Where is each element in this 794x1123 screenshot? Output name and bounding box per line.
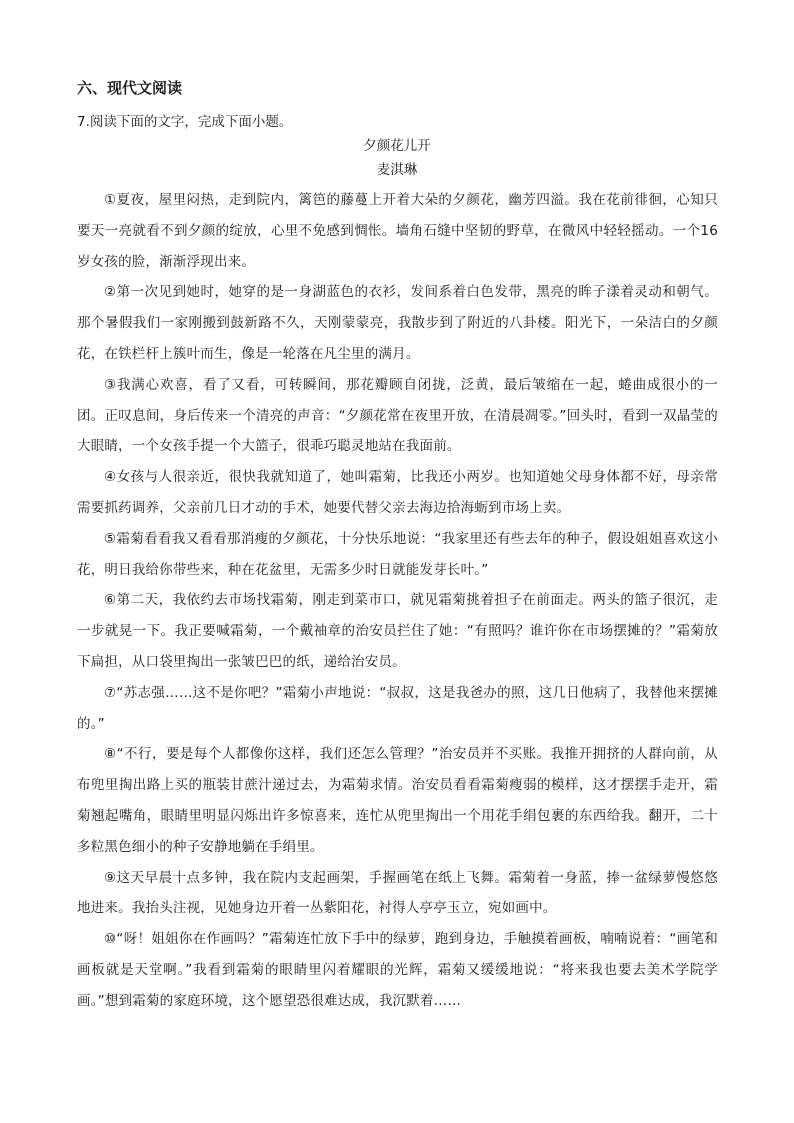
paragraph-6: ⑥第二天，我依约去市场找霜菊，刚走到菜市口，就见霜菊挑着担子在前面走。两头的篮子很沉，走一步就晃一下。我正要喊霜菊，一个戴袖章的治安员拦住了她：“有照吗？谁许你在市场摆摊的？”霜菊放下扁担，从口袋里掏出一张皱巴巴的纸，递给治安员。 — [77, 592, 718, 670]
section-title: 六、现代文阅读 — [77, 79, 183, 97]
article-body — [77, 185, 718, 1017]
paragraph-9: ⑨这天早晨十点多钟，我在院内支起画架，手握画笔在纸上飞舞。霜菊着一身蓝，捧一盆绿萝慢悠悠地进来。我抬头注视，见她身边开着一丛紫阳花，衬得人亭亭玉立，宛如画中。 — [77, 869, 718, 917]
paragraph-2: ②第一次见到她时，她穿的是一身湖蓝色的衣衫，发间系着白色发带，黑亮的眸子漾着灵动和朝气。那个暑假我们一家刚搬到鼓新路不久，天刚蒙蒙亮，我散步到了附近的八卦楼。阳光下，一朵洁白的夕颜花，在铁栏杆上簇叶而生，像是一轮落在凡尘里的满月。 — [77, 284, 718, 362]
paragraph-4: ④女孩与人很亲近，很快我就知道了，她叫霜菊，比我还小两岁。也知道她父母身体都不好，母亲常需要抓药调养，父亲前几日才动的手术，她要代替父亲去海边拾海蛎到市场上卖。 — [77, 469, 718, 516]
paragraph-10: ⑩“呀！姐姐你在作画吗？”霜菊连忙放下手中的绿萝，跑到身边，手触摸着画板，喃喃说着：“画笔和画板就是天堂啊。”我看到霜菊的眼睛里闪着耀眼的光辉，霜菊又缓缓地说：“将来我也要去美术学院学画。”想到霜菊的家庭环境，这个愿望恐很难达成，我沉默着…… — [77, 931, 718, 1009]
paragraph-8: ⑧“不行，要是每个人都像你这样，我们还怎么管理？”治安员并不买账。我推开拥挤的人群向前，从布兜里掏出路上买的瓶装甘蔗汁递过去，为霜菊求情。治安员看看霜菊瘦弱的模样，这才摆摆手走开，霜菊翘起嘴角，眼睛里明显闪烁出许多惊喜来，连忙从兜里掏出一个用花手绢包裹的东西给我。翻开，二十多粒黑色细小的种子安静地躺在手绢里。 — [77, 746, 718, 855]
paragraph-5: ⑤霜菊看看我又看看那消瘦的夕颜花，十分快乐地说：“我家里还有些去年的种子，假设姐姐喜欢这小花，明日我给你带些来，种在花盆里，无需多少时日就能发芽长叶。” — [77, 530, 718, 578]
article-title: 夕颜花儿开 — [363, 138, 431, 154]
paragraph-7: ⑦“苏志强……这不是你吧？”霜菊小声地说：“叔叔，这是我爸办的照，这几日他病了，我替他来摆摊的。” — [77, 684, 718, 732]
paragraph-3: ③我满心欢喜，看了又看，可转瞬间，那花瓣顾自闭拢，泛黄，最后皱缩在一起，蜷曲成很小的一团。正叹息间，身后传来一个清亮的声音：“夕颜花常在夜里开放，在清晨凋零。”回头时，看到一双晶莹的大眼睛，一个女孩手提一个大篮子，很乖巧聪灵地站在我面前。 — [77, 376, 718, 455]
article-author: 麦淇琳 — [376, 162, 418, 178]
question-prompt: 7.阅读下面的文字，完成下面小题。 — [77, 114, 293, 130]
paragraph-1: ①夏夜，屋里闷热，走到院内，篱笆的藤蔓上开着大朵的夕颜花，幽芳四溢。我在花前徘徊，心知只要天一亮就看不到夕颜的绽放，心里不免感到惆怅。墙角石缝中坚韧的野草，在微风中轻轻摇动。一个16岁女孩的脸，渐渐浮现出来。 — [77, 192, 718, 270]
